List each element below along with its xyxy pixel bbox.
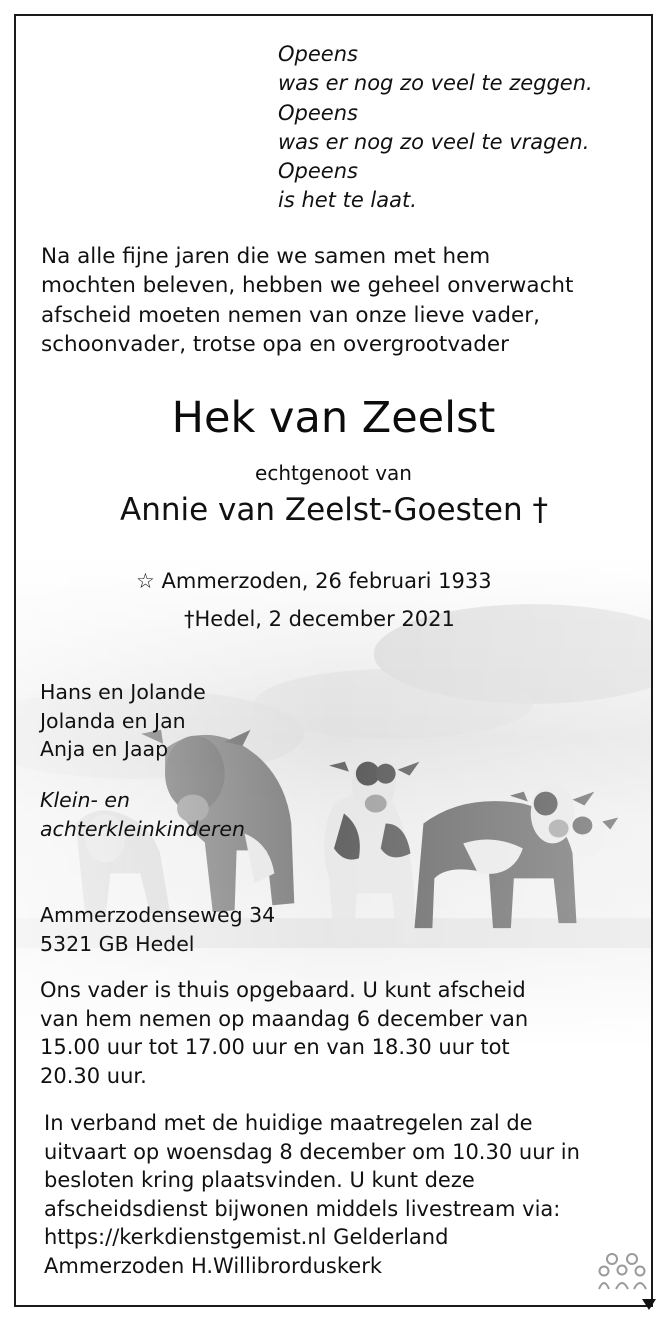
family-member: Hans en Jolande bbox=[40, 680, 206, 704]
death-line bbox=[184, 607, 455, 631]
poem-line: Opeens bbox=[278, 42, 358, 66]
birth-date: Ammerzoden, 26 februari 1933 bbox=[161, 569, 492, 593]
grandchildren-line: Klein- en bbox=[40, 788, 130, 812]
funeral-line: afscheidsdienst bijwonen middels livestream via: bbox=[44, 1196, 561, 1221]
notice-line: van hem nemen op maandag 6 december van bbox=[40, 1006, 529, 1031]
intro-line: Na alle fijne jaren die we samen met hem bbox=[41, 244, 491, 269]
people-group-icon bbox=[596, 1252, 648, 1290]
viewing-notice bbox=[40, 976, 528, 1090]
intro-text bbox=[41, 242, 573, 359]
family-member: Jolanda en Jan bbox=[40, 708, 186, 733]
intro-line: afscheid moeten nemen van onze lieve vader, bbox=[41, 302, 540, 328]
grandchildren-line: achterkleinkinderen bbox=[40, 816, 245, 841]
death-date: Hedel, 2 december 2021 bbox=[194, 607, 455, 631]
family-list bbox=[40, 678, 206, 764]
star-icon: ☆ bbox=[136, 569, 155, 593]
address bbox=[40, 901, 275, 958]
livestream-link[interactable]: https://kerkdienstgemist.nl Gelderland bbox=[44, 1225, 449, 1249]
family-member: Anja en Jaap bbox=[40, 737, 169, 761]
arrow-down-icon[interactable] bbox=[641, 1296, 657, 1312]
poem-line: is het te laat. bbox=[278, 188, 417, 213]
poem-line: Opeens bbox=[278, 159, 358, 184]
funeral-line: besloten kring plaatsvinden. U kunt deze bbox=[44, 1168, 475, 1192]
address-street: Ammerzodenseweg 34 bbox=[40, 903, 276, 927]
obituary-frame bbox=[14, 14, 653, 1307]
poem-line: was er nog zo veel te zeggen. bbox=[278, 71, 593, 96]
funeral-notice bbox=[44, 1109, 580, 1280]
notice-line: Ons vader is thuis opgebaard. U kunt afscheid bbox=[40, 978, 526, 1002]
notice-line: 20.30 uur. bbox=[40, 1063, 147, 1088]
funeral-line: In verband met de huidige maatregelen zal de bbox=[44, 1111, 533, 1135]
spouse-label: echtgenoot van bbox=[255, 461, 412, 485]
cross-icon: † bbox=[184, 607, 195, 631]
grandchildren bbox=[40, 786, 245, 843]
address-city: 5321 GB Hedel bbox=[40, 931, 195, 956]
intro-line: schoonvader, trotse opa en overgrootvader bbox=[41, 331, 509, 357]
cross-icon: † bbox=[532, 492, 548, 528]
birth-line bbox=[136, 569, 492, 593]
spouse-name: Annie van Zeelst-Goesten bbox=[120, 492, 523, 528]
notice-line: 15.00 uur tot 17.00 uur en van 18.30 uur tot bbox=[40, 1035, 510, 1059]
funeral-line: uitvaart op woensdag 8 december om 10.30 uur in bbox=[44, 1139, 580, 1164]
spouse-name-line bbox=[120, 490, 548, 530]
poem-line: was er nog zo veel te vragen. bbox=[278, 129, 590, 154]
intro-line: mochten beleven, hebben we geheel onverwacht bbox=[41, 273, 574, 299]
deceased-name: Hek van Zeelst bbox=[171, 393, 496, 443]
funeral-line: Ammerzoden H.Willibrorduskerk bbox=[44, 1253, 382, 1278]
poem bbox=[278, 40, 593, 216]
poem-line: Opeens bbox=[278, 100, 358, 125]
